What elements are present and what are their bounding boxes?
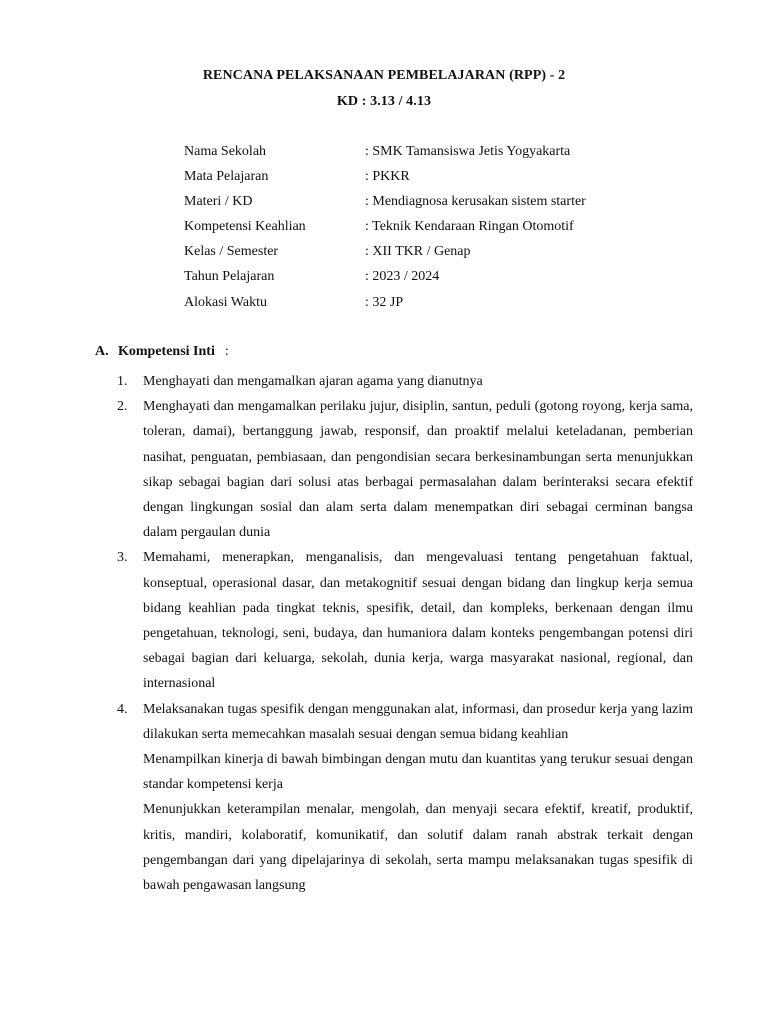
list-item [117, 545, 693, 696]
info-value: : SMK Tamansiswa Jetis Yogyakarta [365, 144, 571, 159]
info-label: Tahun Pelajaran [184, 269, 275, 285]
info-value: : Mendiagnosa kerusakan sistem starter [365, 194, 586, 210]
list-item-text: Menghayati dan mengamalkan ajaran agama yang dianutnya [143, 374, 483, 389]
info-value: : PKKR [365, 169, 410, 185]
list-item-number: 2. [117, 399, 128, 415]
info-label: Mata Pelajaran [184, 169, 269, 185]
info-label: Alokasi Waktu [184, 294, 267, 310]
info-value: : Teknik Kendaraan Ringan Otomotif [365, 219, 574, 235]
info-label: Materi / KD [184, 194, 253, 210]
info-label: Nama Sekolah [184, 144, 267, 159]
document-subtitle: KD : 3.13 / 4.13 [336, 94, 432, 109]
list-item-paragraph: Menampilkan kinerja di bawah bimbingan dengan mutu dan kuantitas yang terukur sesuai dengan standar kompetensi kerja [143, 752, 693, 793]
list-item-paragraph: Menunjukkan keterampilan menalar, mengolah, dan menyaji secara efektif, kreatif, produktif, kritis, mandiri, kolaboratif, komunikatif, dan solutif dalam ranah abstrak terkait dengan pengembangan dari yang dipelajarinya di sekolah, serta mampu melaksanakan tugas spesifik di bawah pengawasan langsung [143, 802, 693, 894]
section-heading [95, 344, 229, 360]
list-item-number: 3. [117, 550, 128, 566]
list-item-text: Menghayati dan mengamalkan perilaku jujur, disiplin, santun, peduli (gotong royong, kerja sama, toleran, damai), bertanggung jawab, responsif, dan proaktif melalui keteladanan, pemberian nasihat, penguatan, pembiasaan, dan pengondisian secara berkesinambungan serta menunjukkan sikap sebagai bagian dari solusi atas berbagai permasalahan dalam berinteraksi secara efektif dengan lingkungan sosial dan alam serta dalam menempatkan diri sebagai cerminan bangsa dalam pergaulan dunia [143, 399, 693, 541]
info-label: Kompetensi Keahlian [184, 219, 306, 235]
list-item-number: 4. [117, 701, 128, 717]
list-item-text: Memahami, menerapkan, menganalisis, dan mengevaluasi tentang pengetahuan faktual, konseptual, operasional dasar, dan metakognitif sesuai dengan bidang dan lingkup kerja semua bidang keahlian pada tingkat teknis, spesifik, detail, dan kompleks, berkenaan dengan ilmu pengetahuan, teknologi, seni, budaya, dan humaniora dalam konteks pengembangan potensi diri sebagai bagian dari keluarga, sekolah, dunia kerja, warga masyarakat nasional, regional, dan internasional [143, 550, 693, 692]
kompetensi-inti-list [117, 369, 693, 898]
info-value: : 2023 / 2024 [365, 269, 440, 285]
list-item [117, 369, 693, 394]
info-label: Kelas / Semester [184, 244, 279, 260]
info-value: : 32 JP [365, 294, 404, 310]
section-colon: : [224, 344, 229, 359]
list-item [117, 697, 693, 899]
info-value: : XII TKR / Genap [365, 244, 471, 260]
list-item-paragraph: Melaksanakan tugas spesifik dengan menggunakan alat, informasi, dan prosedur kerja yang lazim dilakukan serta memecahkan masalah sesuai dengan semua bidang keahlian [143, 701, 693, 742]
list-item-number: 1. [117, 374, 128, 389]
section-letter: A. [95, 344, 109, 359]
section-title: Kompetensi Inti [118, 344, 215, 359]
list-item [117, 394, 693, 545]
document-title: RENCANA PELAKSANAAN PEMBELAJARAN (RPP) - 2 [202, 68, 566, 83]
